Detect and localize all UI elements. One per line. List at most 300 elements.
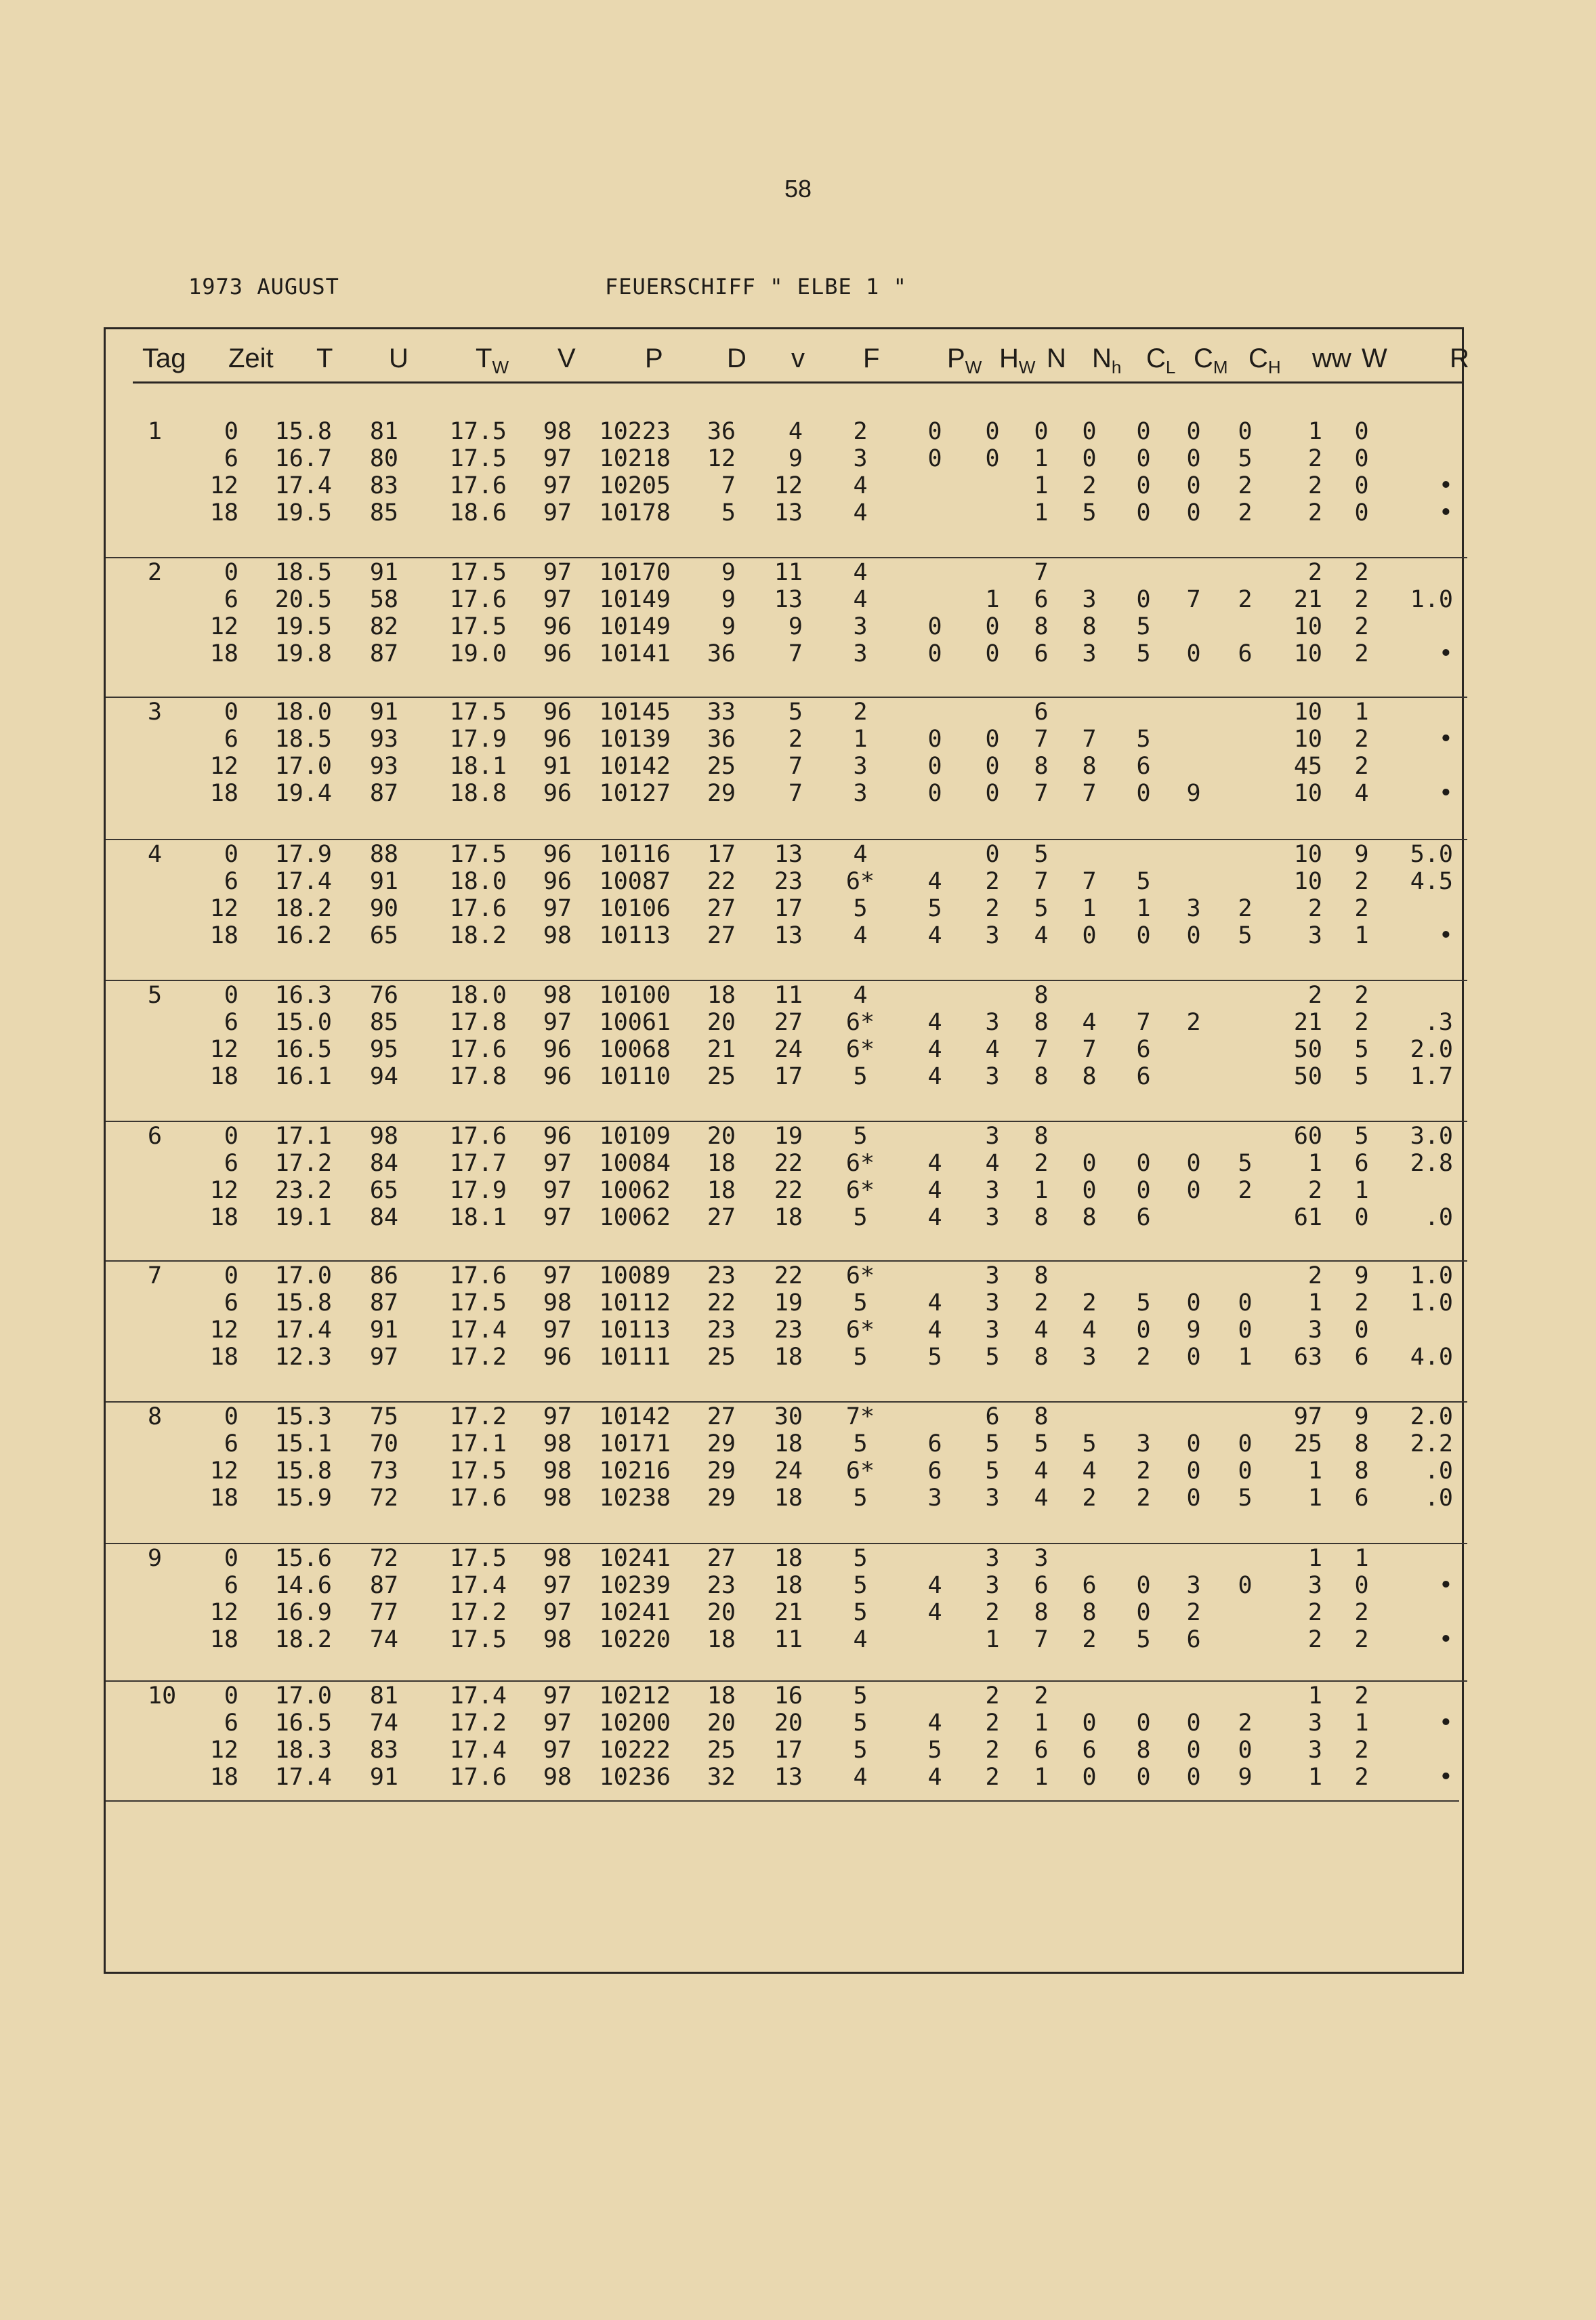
cell-tw: 17.8 <box>449 1063 507 1090</box>
cell-f: 5 <box>853 1289 868 1317</box>
cell-f: 6* <box>845 1262 875 1289</box>
cell-tw: 18.8 <box>449 780 507 807</box>
cell-p: 10220 <box>599 1626 671 1653</box>
cell-p: 10061 <box>599 1009 671 1036</box>
cell-pw: 0 <box>927 445 942 472</box>
cell-cm: 0 <box>1186 472 1201 499</box>
cell-n: 5 <box>1034 1430 1049 1457</box>
cell-ww: 61 <box>1293 1204 1322 1231</box>
cell-r: 5.0 <box>1410 841 1453 868</box>
cell-cm: 9 <box>1186 780 1201 807</box>
cell-f: 5 <box>853 1430 868 1457</box>
cell-pw: 4 <box>927 1063 942 1090</box>
cell-nh: 0 <box>1082 1150 1097 1177</box>
cell-v: 96 <box>543 868 572 895</box>
cell-u: 81 <box>369 418 398 445</box>
cell-u: 91 <box>369 559 398 586</box>
cell-zeit: 0 <box>224 982 238 1009</box>
cell-n: 8 <box>1034 1262 1049 1289</box>
cell-ch: 5 <box>1238 1150 1253 1177</box>
column-header-label: P <box>645 344 663 373</box>
cell-n: 6 <box>1034 586 1049 613</box>
cell-v: 7 <box>788 753 803 780</box>
cell-pw: 3 <box>927 1485 942 1512</box>
cell-hw: 4 <box>985 1036 1000 1063</box>
cell-zeit: 6 <box>224 1009 238 1036</box>
cell-n: 1 <box>1034 1177 1049 1204</box>
cell-n: 8 <box>1034 1009 1049 1036</box>
cell-v: 18 <box>774 1572 803 1599</box>
cell-tw: 17.6 <box>449 472 507 499</box>
cell-nh: 0 <box>1082 1710 1097 1737</box>
day-divider <box>106 1121 1467 1122</box>
cell-f: 5 <box>853 1710 868 1737</box>
cell-w: 2 <box>1354 753 1369 780</box>
cell-r: • <box>1438 780 1453 807</box>
year-month-title: 1973 AUGUST <box>188 274 339 299</box>
cell-cm: 6 <box>1186 1626 1201 1653</box>
cell-cm: 0 <box>1186 1289 1201 1317</box>
cell-v: 13 <box>774 841 803 868</box>
cell-pw: 0 <box>927 613 942 640</box>
cell-u: 95 <box>369 1036 398 1063</box>
cell-zeit: 6 <box>224 445 238 472</box>
cell-nh: 8 <box>1082 1599 1097 1626</box>
cell-ch: 5 <box>1238 922 1253 949</box>
cell-nh: 4 <box>1082 1009 1097 1036</box>
cell-p: 10145 <box>599 699 671 726</box>
cell-u: 65 <box>369 922 398 949</box>
cell-hw: 0 <box>985 726 1000 753</box>
cell-zeit: 6 <box>224 1289 238 1317</box>
cell-v: 97 <box>543 1403 572 1430</box>
cell-cl: 0 <box>1136 922 1151 949</box>
cell-t: 18.2 <box>274 1626 332 1653</box>
cell-hw: 3 <box>985 1177 1000 1204</box>
cell-pw: 4 <box>927 922 942 949</box>
cell-ww: 1 <box>1307 1289 1322 1317</box>
cell-u: 94 <box>369 1063 398 1090</box>
cell-f: 6* <box>845 1317 875 1344</box>
cell-cm: 0 <box>1186 1764 1201 1791</box>
cell-p: 10216 <box>599 1457 671 1485</box>
cell-pw: 4 <box>927 1317 942 1344</box>
cell-v: 18 <box>774 1485 803 1512</box>
cell-f: 5 <box>853 1344 868 1371</box>
cell-p: 10212 <box>599 1682 671 1710</box>
cell-hw: 3 <box>985 1262 1000 1289</box>
cell-w: 2 <box>1354 1626 1369 1653</box>
cell-pw: 6 <box>927 1457 942 1485</box>
cell-ch: 6 <box>1238 640 1253 667</box>
cell-ww: 1 <box>1307 1764 1322 1791</box>
cell-w: 1 <box>1354 1710 1369 1737</box>
cell-v: 98 <box>543 982 572 1009</box>
column-header-subscript: L <box>1165 357 1176 377</box>
cell-w: 2 <box>1354 586 1369 613</box>
cell-f: 5 <box>853 1682 868 1710</box>
cell-zeit: 18 <box>209 1764 238 1791</box>
cell-v: 97 <box>543 1682 572 1710</box>
cell-t: 18.5 <box>274 559 332 586</box>
cell-u: 81 <box>369 1682 398 1710</box>
cell-n: 8 <box>1034 1344 1049 1371</box>
cell-ww: 50 <box>1293 1036 1322 1063</box>
cell-w: 6 <box>1354 1150 1369 1177</box>
cell-zeit: 18 <box>209 1626 238 1653</box>
cell-d: 18 <box>707 1626 736 1653</box>
cell-v: 18 <box>774 1545 803 1572</box>
cell-pw: 5 <box>927 1737 942 1764</box>
cell-v: 96 <box>543 841 572 868</box>
cell-tw: 17.8 <box>449 1009 507 1036</box>
cell-hw: 3 <box>985 1289 1000 1317</box>
cell-w: 1 <box>1354 1177 1369 1204</box>
cell-zeit: 18 <box>209 1204 238 1231</box>
cell-zeit: 18 <box>209 1485 238 1512</box>
cell-v: 22 <box>774 1177 803 1204</box>
cell-n: 2 <box>1034 1289 1049 1317</box>
cell-tw: 17.5 <box>449 1545 507 1572</box>
cell-ww: 2 <box>1307 499 1322 526</box>
cell-n: 5 <box>1034 895 1049 922</box>
cell-n: 4 <box>1034 1317 1049 1344</box>
cell-ch: 5 <box>1238 1485 1253 1512</box>
cell-hw: 0 <box>985 753 1000 780</box>
cell-nh: 5 <box>1082 499 1097 526</box>
cell-tw: 17.9 <box>449 726 507 753</box>
cell-cl: 0 <box>1136 499 1151 526</box>
cell-f: 5 <box>853 1123 868 1150</box>
cell-v: 97 <box>543 1572 572 1599</box>
cell-u: 65 <box>369 1177 398 1204</box>
cell-u: 87 <box>369 780 398 807</box>
cell-hw: 4 <box>985 1150 1000 1177</box>
cell-w: 0 <box>1354 1317 1369 1344</box>
cell-zeit: 0 <box>224 1123 238 1150</box>
cell-t: 19.8 <box>274 640 332 667</box>
cell-hw: 2 <box>985 1710 1000 1737</box>
cell-t: 15.1 <box>274 1430 332 1457</box>
cell-nh: 5 <box>1082 1430 1097 1457</box>
page-number: 58 <box>784 175 812 203</box>
cell-ww: 10 <box>1293 726 1322 753</box>
cell-ww: 1 <box>1307 1545 1322 1572</box>
cell-nh: 0 <box>1082 418 1097 445</box>
cell-zeit: 12 <box>209 472 238 499</box>
cell-p: 10241 <box>599 1545 671 1572</box>
cell-v: 97 <box>543 1009 572 1036</box>
cell-pw: 4 <box>927 1150 942 1177</box>
cell-p: 10218 <box>599 445 671 472</box>
cell-cm: 2 <box>1186 1009 1201 1036</box>
cell-p: 10139 <box>599 726 671 753</box>
cell-nh: 4 <box>1082 1457 1097 1485</box>
cell-w: 2 <box>1354 640 1369 667</box>
cell-ww: 1 <box>1307 1682 1322 1710</box>
cell-n: 8 <box>1034 982 1049 1009</box>
cell-zeit: 18 <box>209 922 238 949</box>
cell-v: 96 <box>543 699 572 726</box>
cell-cm: 9 <box>1186 1317 1201 1344</box>
cell-zeit: 0 <box>224 841 238 868</box>
column-header-v <box>558 344 576 374</box>
cell-w: 2 <box>1354 895 1369 922</box>
cell-w: 2 <box>1354 1764 1369 1791</box>
cell-n: 1 <box>1034 445 1049 472</box>
cell-r: 2.0 <box>1410 1036 1453 1063</box>
cell-w: 2 <box>1354 982 1369 1009</box>
cell-p: 10109 <box>599 1123 671 1150</box>
column-header-subscript: M <box>1213 357 1228 377</box>
cell-u: 83 <box>369 1737 398 1764</box>
cell-p: 10089 <box>599 1262 671 1289</box>
cell-f: 4 <box>853 559 868 586</box>
cell-ch: 2 <box>1238 1177 1253 1204</box>
cell-t: 17.4 <box>274 472 332 499</box>
cell-hw: 2 <box>985 895 1000 922</box>
cell-hw: 1 <box>985 1626 1000 1653</box>
cell-t: 15.0 <box>274 1009 332 1036</box>
cell-cm: 0 <box>1186 922 1201 949</box>
cell-nh: 6 <box>1082 1737 1097 1764</box>
cell-ch: 0 <box>1238 1317 1253 1344</box>
cell-cl: 6 <box>1136 1063 1151 1090</box>
cell-d: 23 <box>707 1572 736 1599</box>
cell-cm: 0 <box>1186 1430 1201 1457</box>
column-header-p <box>645 344 663 374</box>
cell-cl: 1 <box>1136 895 1151 922</box>
column-header-subscript: W <box>492 357 509 377</box>
cell-t: 19.5 <box>274 499 332 526</box>
cell-v: 98 <box>543 1457 572 1485</box>
cell-hw: 3 <box>985 1485 1000 1512</box>
cell-p: 10062 <box>599 1204 671 1231</box>
cell-nh: 6 <box>1082 1572 1097 1599</box>
cell-t: 14.6 <box>274 1572 332 1599</box>
cell-nh: 0 <box>1082 445 1097 472</box>
cell-cl: 6 <box>1136 753 1151 780</box>
cell-zeit: 12 <box>209 1317 238 1344</box>
cell-ch: 0 <box>1238 1430 1253 1457</box>
cell-v: 97 <box>543 895 572 922</box>
column-header-v <box>791 344 805 374</box>
cell-v: 7 <box>788 640 803 667</box>
cell-ww: 60 <box>1293 1123 1322 1150</box>
cell-zeit: 0 <box>224 1262 238 1289</box>
cell-ww: 2 <box>1307 1599 1322 1626</box>
cell-nh: 7 <box>1082 780 1097 807</box>
day-number: 3 <box>148 699 163 726</box>
cell-t: 20.5 <box>274 586 332 613</box>
cell-ww: 3 <box>1307 1572 1322 1599</box>
cell-hw: 3 <box>985 1009 1000 1036</box>
cell-w: 0 <box>1354 1204 1369 1231</box>
cell-d: 9 <box>721 586 736 613</box>
cell-f: 7* <box>845 1403 875 1430</box>
cell-w: 2 <box>1354 868 1369 895</box>
cell-zeit: 6 <box>224 1572 238 1599</box>
cell-nh: 0 <box>1082 922 1097 949</box>
cell-nh: 8 <box>1082 753 1097 780</box>
cell-f: 1 <box>853 726 868 753</box>
cell-u: 90 <box>369 895 398 922</box>
cell-p: 10084 <box>599 1150 671 1177</box>
cell-zeit: 6 <box>224 1710 238 1737</box>
cell-r: • <box>1438 1572 1453 1599</box>
column-header-d <box>727 344 747 374</box>
cell-t: 18.0 <box>274 699 332 726</box>
cell-ch: 1 <box>1238 1344 1253 1371</box>
column-header-label: Tag <box>142 344 186 373</box>
column-header-nh <box>1092 344 1121 378</box>
station-title: FEUERSCHIFF " ELBE 1 " <box>605 274 907 299</box>
cell-u: 70 <box>369 1430 398 1457</box>
day-divider <box>106 557 1467 558</box>
cell-u: 87 <box>369 640 398 667</box>
day-divider <box>106 1800 1459 1802</box>
cell-cm: 0 <box>1186 1485 1201 1512</box>
cell-ww: 2 <box>1307 445 1322 472</box>
cell-zeit: 0 <box>224 699 238 726</box>
column-header-label: C <box>1194 344 1213 373</box>
cell-p: 10141 <box>599 640 671 667</box>
cell-d: 7 <box>721 472 736 499</box>
cell-w: 6 <box>1354 1485 1369 1512</box>
cell-d: 25 <box>707 1737 736 1764</box>
cell-v: 17 <box>774 1063 803 1090</box>
cell-d: 27 <box>707 1204 736 1231</box>
cell-u: 93 <box>369 726 398 753</box>
column-header-label: N <box>1092 344 1112 373</box>
cell-n: 7 <box>1034 868 1049 895</box>
cell-hw: 5 <box>985 1344 1000 1371</box>
cell-f: 4 <box>853 982 868 1009</box>
cell-zeit: 6 <box>224 1150 238 1177</box>
cell-n: 2 <box>1034 1682 1049 1710</box>
cell-r: 4.5 <box>1410 868 1453 895</box>
cell-cm: 0 <box>1186 499 1201 526</box>
cell-tw: 17.2 <box>449 1710 507 1737</box>
day-divider <box>106 839 1467 840</box>
cell-pw: 4 <box>927 1710 942 1737</box>
cell-u: 82 <box>369 613 398 640</box>
cell-tw: 19.0 <box>449 640 507 667</box>
cell-u: 93 <box>369 753 398 780</box>
cell-p: 10127 <box>599 780 671 807</box>
cell-r: .0 <box>1424 1204 1453 1231</box>
cell-hw: 3 <box>985 1063 1000 1090</box>
cell-v: 13 <box>774 586 803 613</box>
cell-pw: 4 <box>927 1036 942 1063</box>
day-divider <box>106 1401 1467 1403</box>
day-divider <box>106 1680 1467 1682</box>
cell-n: 1 <box>1034 472 1049 499</box>
cell-pw: 4 <box>927 868 942 895</box>
cell-p: 10113 <box>599 1317 671 1344</box>
cell-tw: 17.5 <box>449 418 507 445</box>
cell-cl: 0 <box>1136 418 1151 445</box>
column-header-label: V <box>558 344 576 373</box>
cell-r: • <box>1438 1626 1453 1653</box>
cell-v: 96 <box>543 640 572 667</box>
cell-cm: 2 <box>1186 1599 1201 1626</box>
cell-p: 10239 <box>599 1572 671 1599</box>
cell-pw: 0 <box>927 753 942 780</box>
day-number: 4 <box>148 841 163 868</box>
cell-r: • <box>1438 1710 1453 1737</box>
cell-ch: 2 <box>1238 499 1253 526</box>
cell-u: 87 <box>369 1289 398 1317</box>
column-header-label: C <box>1248 344 1268 373</box>
cell-t: 16.5 <box>274 1036 332 1063</box>
cell-t: 17.0 <box>274 1682 332 1710</box>
cell-t: 19.4 <box>274 780 332 807</box>
cell-t: 19.5 <box>274 613 332 640</box>
column-header-label: U <box>389 344 408 373</box>
cell-t: 17.4 <box>274 1764 332 1791</box>
cell-cl: 5 <box>1136 1626 1151 1653</box>
cell-zeit: 0 <box>224 1545 238 1572</box>
cell-ww: 3 <box>1307 1737 1322 1764</box>
cell-tw: 17.5 <box>449 1626 507 1653</box>
cell-t: 17.4 <box>274 868 332 895</box>
cell-v: 18 <box>774 1344 803 1371</box>
cell-hw: 3 <box>985 922 1000 949</box>
cell-t: 18.2 <box>274 895 332 922</box>
cell-ch: 0 <box>1238 418 1253 445</box>
cell-cl: 5 <box>1136 868 1151 895</box>
cell-p: 10110 <box>599 1063 671 1090</box>
cell-ww: 2 <box>1307 1262 1322 1289</box>
cell-t: 17.0 <box>274 1262 332 1289</box>
cell-pw: 5 <box>927 1344 942 1371</box>
cell-t: 16.5 <box>274 1710 332 1737</box>
cell-n: 5 <box>1034 841 1049 868</box>
cell-cl: 0 <box>1136 472 1151 499</box>
cell-cm: 0 <box>1186 1177 1201 1204</box>
cell-nh: 8 <box>1082 613 1097 640</box>
cell-ww: 2 <box>1307 982 1322 1009</box>
cell-w: 2 <box>1354 1599 1369 1626</box>
cell-ww: 63 <box>1293 1344 1322 1371</box>
cell-n: 4 <box>1034 922 1049 949</box>
day-number: 7 <box>148 1262 163 1289</box>
cell-w: 5 <box>1354 1036 1369 1063</box>
cell-u: 73 <box>369 1457 398 1485</box>
day-number: 1 <box>148 418 163 445</box>
cell-v: 18 <box>774 1430 803 1457</box>
cell-zeit: 12 <box>209 613 238 640</box>
cell-cm: 0 <box>1186 1150 1201 1177</box>
column-header-label: T <box>316 344 333 373</box>
cell-v: 11 <box>774 1626 803 1653</box>
cell-tw: 17.6 <box>449 586 507 613</box>
cell-d: 20 <box>707 1599 736 1626</box>
cell-zeit: 12 <box>209 895 238 922</box>
column-header-label: v <box>791 344 805 373</box>
cell-t: 15.8 <box>274 1289 332 1317</box>
cell-v: 98 <box>543 1485 572 1512</box>
cell-t: 17.9 <box>274 841 332 868</box>
cell-v: 97 <box>543 586 572 613</box>
cell-tw: 18.1 <box>449 1204 507 1231</box>
cell-ch: 0 <box>1238 1457 1253 1485</box>
cell-v: 16 <box>774 1682 803 1710</box>
cell-v: 97 <box>543 445 572 472</box>
cell-ww: 50 <box>1293 1063 1322 1090</box>
cell-v: 98 <box>543 1545 572 1572</box>
